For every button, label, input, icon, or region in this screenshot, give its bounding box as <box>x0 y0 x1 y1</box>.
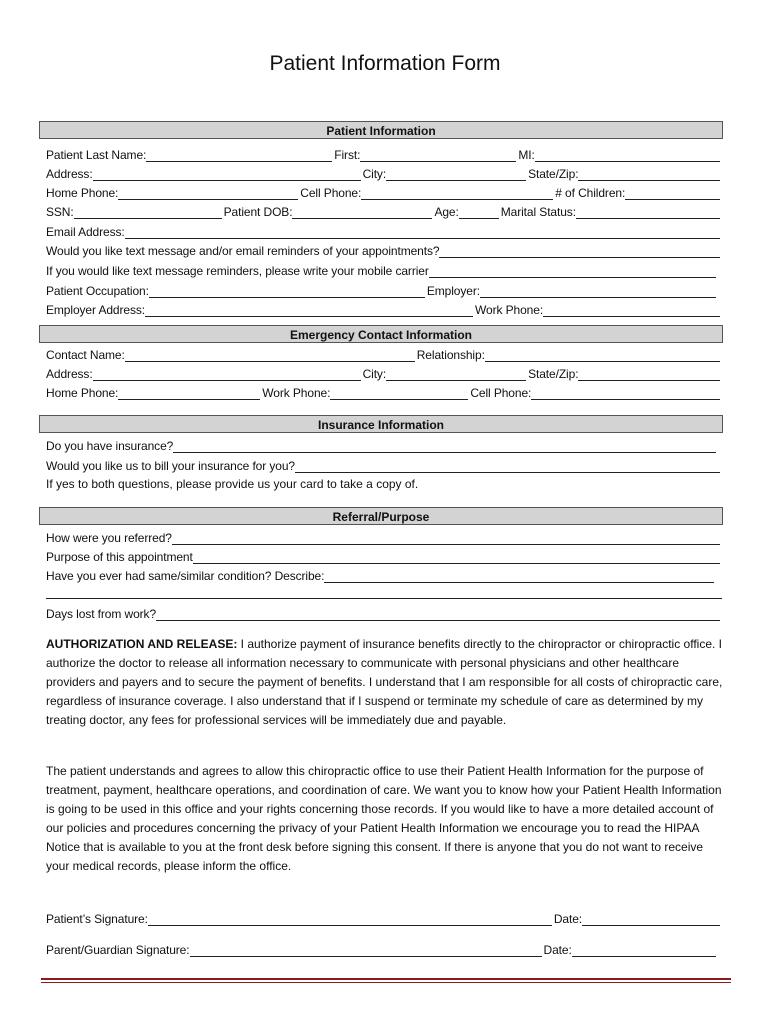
days-lost-label: Days lost from work? <box>46 607 157 621</box>
ssn-field[interactable] <box>74 204 222 219</box>
row-similar <box>46 565 722 583</box>
authorization-heading: AUTHORIZATION AND RELEASE: <box>46 637 238 651</box>
similar-condition-field[interactable] <box>324 568 714 583</box>
relationship-label: Relationship: <box>416 348 485 362</box>
guardian-signature-label: Parent/Guardian Signature: <box>46 943 190 957</box>
guardian-date-label: Date: <box>543 943 572 957</box>
employer-field[interactable] <box>480 283 716 298</box>
ssn-label: SSN: <box>46 205 74 219</box>
row-ssn <box>46 201 722 219</box>
work-phone-label: Work Phone: <box>475 303 544 317</box>
age-label: Age: <box>434 205 459 219</box>
address-field[interactable] <box>93 166 361 181</box>
dob-field[interactable] <box>292 204 432 219</box>
ec-cell-phone-label: Cell Phone: <box>470 386 532 400</box>
section-referral-purpose: Referral/Purpose <box>39 507 723 525</box>
row-email <box>46 221 722 239</box>
authorization-text: I authorize payment of insurance benefits directly to the chiropractor or chiropractic office. I authorize the doctor to release all information necessary to communicate with personal physicians and other healthcare providers and payers and to secure the payment of benefits. I understand that I am responsible for all costs of chiropractic care, regardless of insurance coverage. I also understand that if I suspend or terminate my schedule of care as determined by my treating doctor, any fees for professional services will be immediately due and payable. <box>46 637 723 727</box>
children-label: # of Children: <box>555 186 626 200</box>
ec-state-zip-field[interactable] <box>578 366 720 381</box>
employer-address-field[interactable] <box>145 302 473 317</box>
have-insurance-field[interactable] <box>173 438 716 453</box>
last-name-label: Patient Last Name: <box>46 148 147 162</box>
reminders-field[interactable] <box>439 243 720 258</box>
row-purpose <box>46 546 722 564</box>
guardian-signature-field[interactable] <box>190 942 542 957</box>
ec-city-field[interactable] <box>386 366 526 381</box>
carrier-label: If you would like text message reminders, please write your mobile carrier <box>46 264 429 278</box>
row-address <box>46 163 722 181</box>
row-patient-signature <box>46 908 722 926</box>
email-field[interactable] <box>125 224 720 239</box>
mi-field[interactable] <box>535 147 720 162</box>
purpose-field[interactable] <box>193 549 720 564</box>
footer-rule <box>41 978 731 980</box>
home-phone-label: Home Phone: <box>46 186 119 200</box>
similar-condition-extra-line[interactable] <box>46 597 722 599</box>
bill-insurance-field[interactable] <box>295 458 720 473</box>
hipaa-paragraph: The patient understands and agrees to allow this chiropractic office to use their Patient Health Information for the purpose of treatment, payment, healthcare operations, and coordination of care. We want you to know how your Patient Health Information is going to be used in this office and your rights concerning those records. If you would like to have a more detailed account of our policies and procedures concerning the privacy of your Patient Health Information we encourage you to read the HIPAA Notice that is available to you at the front desk before signing this consent. If there is anyone that you do not want to receive your medical records, please inform the office. <box>46 764 722 873</box>
section-emergency-contact: Emergency Contact Information <box>39 325 723 343</box>
patient-date-label: Date: <box>553 912 583 926</box>
days-lost-field[interactable] <box>156 606 720 621</box>
bill-insurance-label: Would you like us to bill your insurance for you? <box>46 459 296 473</box>
home-phone-field[interactable] <box>118 185 298 200</box>
purpose-label: Purpose of this appointment <box>46 550 193 564</box>
mi-label: MI: <box>518 148 535 162</box>
city-field[interactable] <box>386 166 526 181</box>
contact-name-label: Contact Name: <box>46 348 125 362</box>
last-name-field[interactable] <box>146 147 332 162</box>
row-contact-name <box>46 344 722 362</box>
row-phones <box>46 182 722 200</box>
employer-label: Employer: <box>426 284 480 298</box>
ec-city-label: City: <box>362 367 387 381</box>
employer-address-label: Employer Address: <box>46 303 146 317</box>
row-referred <box>46 527 722 545</box>
first-name-field[interactable] <box>360 147 516 162</box>
first-name-label: First: <box>334 148 361 162</box>
row-have-insurance <box>46 435 722 453</box>
patient-date-field[interactable] <box>582 911 720 926</box>
occupation-field[interactable] <box>149 283 425 298</box>
city-label: City: <box>362 167 387 181</box>
ec-state-zip-label: State/Zip: <box>528 367 579 381</box>
work-phone-field[interactable] <box>543 302 720 317</box>
row-reminders <box>46 240 722 258</box>
row-occupation <box>46 280 722 298</box>
ec-home-phone-label: Home Phone: <box>46 386 119 400</box>
cell-phone-field[interactable] <box>361 185 553 200</box>
cell-phone-label: Cell Phone: <box>300 186 362 200</box>
ec-address-field[interactable] <box>93 366 361 381</box>
reminders-label: Would you like text message and/or email reminders of your appointments? <box>46 244 440 258</box>
row-carrier <box>46 260 722 278</box>
email-label: Email Address: <box>46 225 125 239</box>
row-ec-address <box>46 363 722 381</box>
row-guardian-signature <box>46 939 722 957</box>
referred-label: How were you referred? <box>46 531 172 545</box>
ec-work-phone-field[interactable] <box>330 385 468 400</box>
section-insurance: Insurance Information <box>39 415 723 433</box>
ec-address-label: Address: <box>46 367 93 381</box>
row-bill-insurance <box>46 455 722 473</box>
authorization-paragraph <box>46 635 724 730</box>
state-zip-label: State/Zip: <box>528 167 579 181</box>
state-zip-field[interactable] <box>578 166 720 181</box>
marital-field[interactable] <box>576 204 720 219</box>
ec-work-phone-label: Work Phone: <box>262 386 331 400</box>
form-title: Patient Information Form <box>269 52 501 75</box>
guardian-date-field[interactable] <box>572 942 716 957</box>
row-days-lost <box>46 603 722 621</box>
similar-condition-label: Have you ever had same/similar condition? Describe: <box>46 569 325 583</box>
children-field[interactable] <box>625 185 720 200</box>
address-label: Address: <box>46 167 93 181</box>
marital-label: Marital Status: <box>500 205 576 219</box>
contact-name-field[interactable] <box>125 347 415 362</box>
referred-field[interactable] <box>172 530 720 545</box>
row-ec-phones <box>46 382 722 400</box>
occupation-label: Patient Occupation: <box>46 284 149 298</box>
ec-home-phone-field[interactable] <box>118 385 260 400</box>
age-field[interactable] <box>459 204 499 219</box>
section-patient-information: Patient Information <box>39 121 723 139</box>
footer-rule-thin <box>41 982 731 983</box>
row-employer-address <box>46 299 722 317</box>
row-name <box>46 144 722 162</box>
insurance-note: If yes to both questions, please provide us your card to take a copy of. <box>46 477 419 491</box>
patient-signature-field[interactable] <box>148 911 552 926</box>
have-insurance-label: Do you have insurance? <box>46 439 174 453</box>
ec-cell-phone-field[interactable] <box>531 385 720 400</box>
patient-signature-label: Patient’s Signature: <box>46 912 148 926</box>
carrier-field[interactable] <box>429 263 716 278</box>
relationship-field[interactable] <box>485 347 720 362</box>
dob-label: Patient DOB: <box>223 205 293 219</box>
